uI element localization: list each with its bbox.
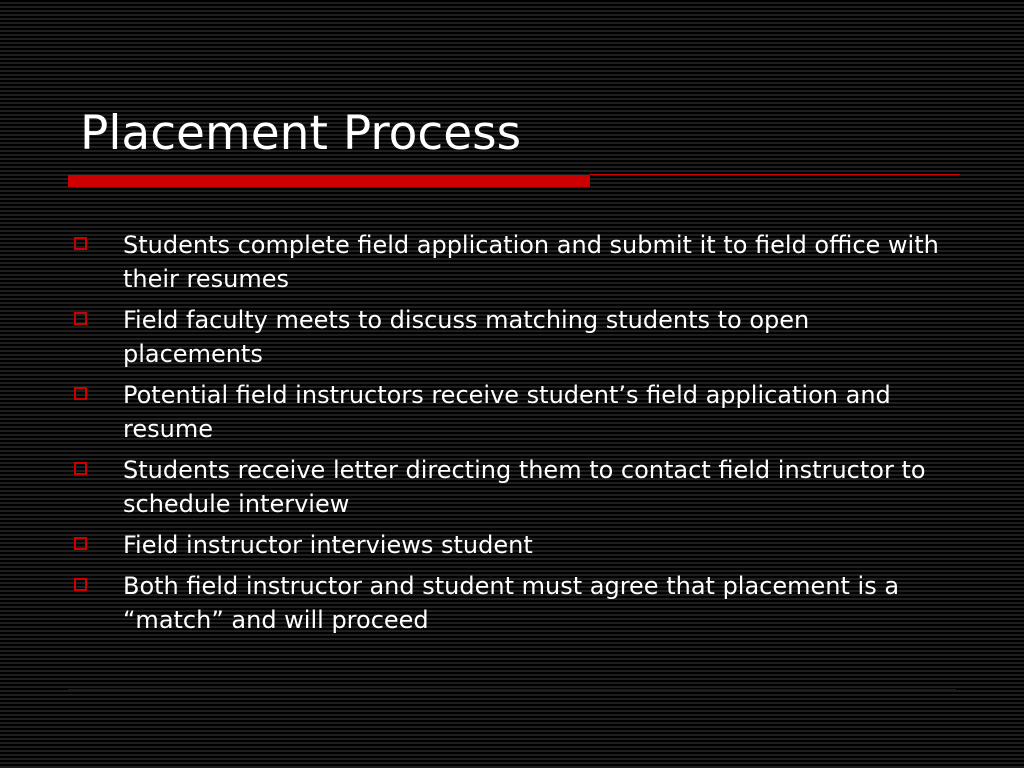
title-underline-thick	[68, 175, 590, 187]
hollow-square-icon	[74, 578, 87, 591]
slide-title: Placement Process	[80, 106, 522, 161]
bullet-text: Students complete field application and submit it to field office with their resumes	[123, 231, 939, 293]
hollow-square-icon	[74, 387, 87, 400]
bullet-text: Both field instructor and student must agree that placement is a “match” and will proceed	[123, 572, 900, 634]
bullet-text: Students receive letter directing them to contact field instructor to schedule interview	[123, 456, 926, 518]
bullet-text: Field instructor interviews student	[123, 531, 533, 559]
bullet-item	[72, 453, 952, 521]
bullet-text: Field faculty meets to discuss matching students to open placements	[123, 306, 810, 368]
bullet-item	[72, 528, 952, 562]
hollow-square-icon	[74, 312, 87, 325]
bullet-item	[72, 569, 952, 637]
hollow-square-icon	[74, 237, 87, 250]
hollow-square-icon	[74, 462, 87, 475]
bullet-text: Potential field instructors receive student’s field application and resume	[123, 381, 891, 443]
bullet-item	[72, 378, 952, 446]
footer-divider	[68, 689, 956, 690]
title-underline-thin	[590, 174, 960, 175]
bullet-item	[72, 303, 952, 371]
hollow-square-icon	[74, 537, 87, 550]
bullet-list	[72, 228, 952, 644]
bullet-item	[72, 228, 952, 296]
